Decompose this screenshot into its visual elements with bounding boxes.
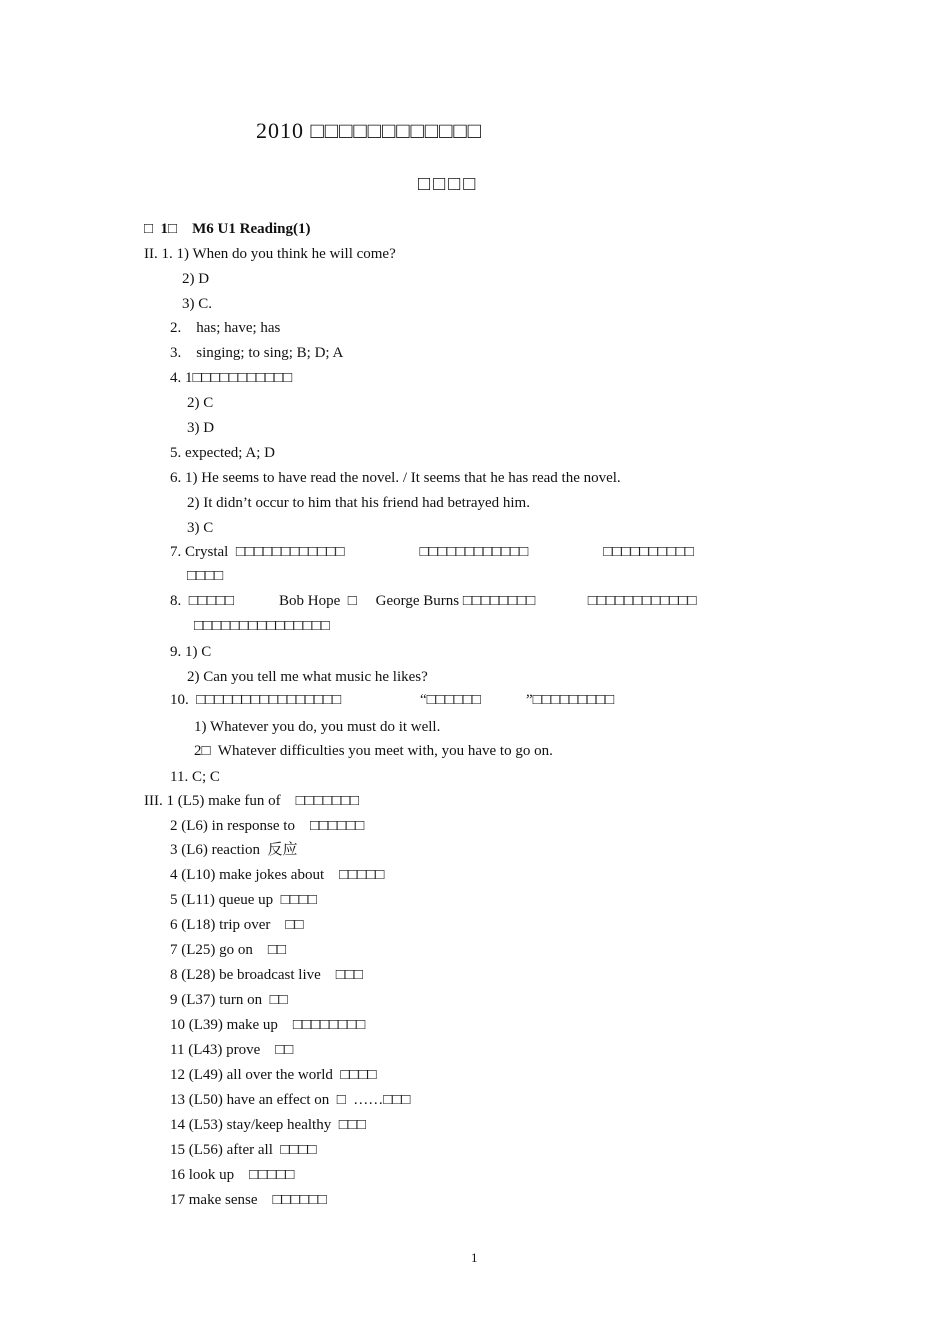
answer-line: 3) D: [187, 420, 215, 436]
answer-line: 9. 1) C: [170, 644, 212, 660]
answer-line: 3) C: [187, 520, 214, 536]
answer-line: II. 1. 1) When do you think he will come?: [144, 246, 396, 262]
answer-line: 2) C: [187, 395, 214, 411]
answer-line: □ 1□ M6 U1 Reading(1): [144, 221, 311, 237]
answer-line: 11. C; C: [170, 769, 220, 785]
answer-line: 14 (L53) stay/keep healthy □□□: [170, 1117, 366, 1133]
answer-line: 7. Crystal □□□□□□□□□□□□ □□□□□□□□□□□□ □□□□□□□□□□: [170, 544, 694, 560]
answer-line: 2□ Whatever difficulties you meet with, you have to go on.: [194, 743, 553, 759]
answer-line: 2 (L6) in response to □□□□□□: [170, 818, 365, 834]
answer-line: 2. has; have; has: [170, 320, 281, 336]
answer-line: 6. 1) He seems to have read the novel. / It seems that he has read the novel.: [170, 470, 621, 486]
answer-line: 6 (L18) trip over □□: [170, 917, 304, 933]
answer-line: 13 (L50) have an effect on □ ……□□□: [170, 1092, 411, 1108]
answer-line: 9 (L37) turn on □□: [170, 992, 288, 1008]
answer-line: 15 (L56) after all □□□□: [170, 1142, 317, 1158]
answer-line: 5. expected; A; D: [170, 445, 275, 461]
answer-line: 10 (L39) make up □□□□□□□□: [170, 1017, 366, 1033]
answer-line: 5 (L11) queue up □□□□: [170, 892, 317, 908]
document-title: 2010 □□□□□□□□□□□□: [256, 118, 482, 143]
answer-line: 3. singing; to sing; B; D; A: [170, 345, 344, 361]
answer-line: 1) Whatever you do, you must do it well.: [194, 719, 441, 735]
answer-line: 8 (L28) be broadcast live □□□: [170, 967, 363, 983]
answer-line: □□□□□□□□□□□□□□□: [194, 618, 330, 634]
answer-line: 2) Can you tell me what music he likes?: [187, 669, 428, 685]
answer-line: 4. 1□□□□□□□□□□□: [170, 370, 293, 386]
answer-line: 3 (L6) reaction 反应: [170, 842, 298, 858]
answer-line: 2) It didn’t occur to him that his friend had betrayed him.: [187, 495, 530, 511]
answer-line: 4 (L10) make jokes about □□□□□: [170, 867, 385, 883]
answer-line: 3) C.: [182, 296, 212, 312]
answer-line: 17 make sense □□□□□□: [170, 1192, 327, 1208]
answer-line: □□□□: [187, 568, 224, 584]
answer-line: III. 1 (L5) make fun of □□□□□□□: [144, 793, 360, 809]
answer-line: 2) D: [182, 271, 210, 287]
document-subtitle: □□□□: [418, 173, 479, 195]
answer-line: 7 (L25) go on □□: [170, 942, 287, 958]
page-number: 1: [471, 1250, 478, 1265]
answer-line: 11 (L43) prove □□: [170, 1042, 294, 1058]
answer-line: 16 look up □□□□□: [170, 1167, 295, 1183]
answer-line: 10. □□□□□□□□□□□□□□□□ “□□□□□□ ”□□□□□□□□□: [170, 692, 615, 708]
answer-line: 8. □□□□□ Bob Hope □ George Burns □□□□□□□□ □□□□□□□□□□□□: [170, 593, 697, 609]
answer-line: 12 (L49) all over the world □□□□: [170, 1067, 377, 1083]
